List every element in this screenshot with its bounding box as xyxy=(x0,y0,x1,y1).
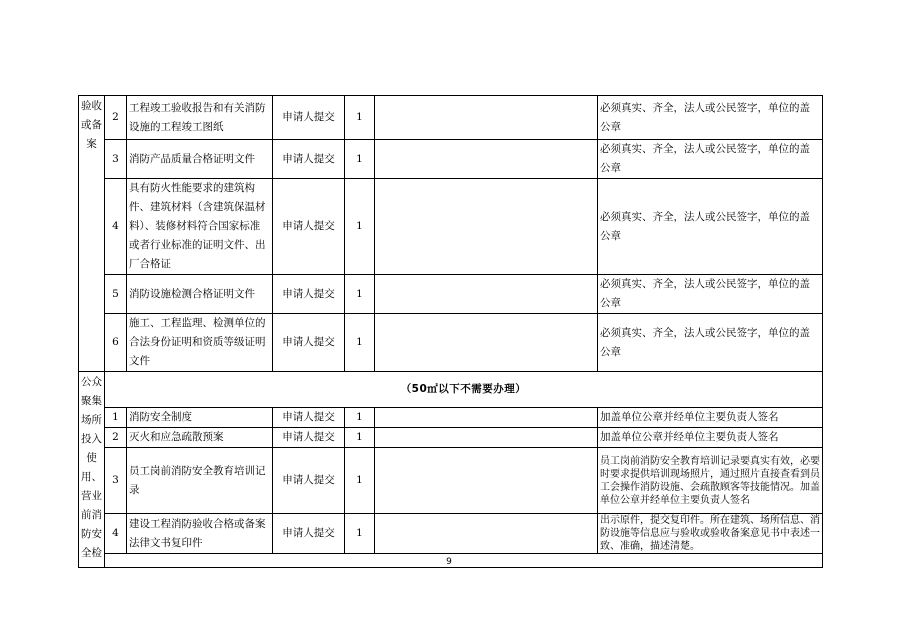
material-requirement: 必须真实、齐全，法人或公民签字，单位的盖公章 xyxy=(598,275,823,314)
row-number: 2 xyxy=(105,96,127,140)
material-requirement: 加盖单位公章并经单位主要负责人签名 xyxy=(598,408,823,428)
submission-source: 申请人提交 xyxy=(273,179,345,275)
row-number: 6 xyxy=(105,314,127,372)
submission-source: 申请人提交 xyxy=(273,408,345,428)
section-label-acceptance: 验收或备案 xyxy=(79,96,105,372)
row-number: 4 xyxy=(105,514,127,554)
copy-count: 1 xyxy=(345,140,375,179)
table-row xyxy=(79,448,823,514)
table-row xyxy=(79,408,823,428)
section-label-inspection: 公众聚集场所投入使用、营业前消防安全检 xyxy=(79,372,105,568)
row-number: 5 xyxy=(105,275,127,314)
row-number: 1 xyxy=(105,408,127,428)
copy-count: 1 xyxy=(345,179,375,275)
copy-count: 1 xyxy=(345,408,375,428)
copy-count: 1 xyxy=(345,428,375,448)
material-form xyxy=(375,140,598,179)
table-row xyxy=(79,314,823,372)
material-form xyxy=(375,448,598,514)
row-number: 3 xyxy=(105,140,127,179)
material-name: 消防产品质量合格证明文件 xyxy=(127,140,273,179)
row-number: 2 xyxy=(105,428,127,448)
material-form xyxy=(375,314,598,372)
submission-source: 申请人提交 xyxy=(273,428,345,448)
material-form xyxy=(375,514,598,554)
submission-source: 申请人提交 xyxy=(273,140,345,179)
material-name: 员工岗前消防安全教育培训记录 xyxy=(127,448,273,514)
row-number: 4 xyxy=(105,179,127,275)
material-name: 建设工程消防验收合格或备案法律文书复印件 xyxy=(127,514,273,554)
copy-count: 1 xyxy=(345,314,375,372)
table-row xyxy=(79,372,823,408)
material-form xyxy=(375,275,598,314)
table-row xyxy=(79,96,823,140)
table-row xyxy=(79,428,823,448)
copy-count: 1 xyxy=(345,96,375,140)
material-requirement: 必须真实、齐全，法人或公民签字，单位的盖公章 xyxy=(598,96,823,140)
material-form xyxy=(375,408,598,428)
table-row xyxy=(79,275,823,314)
material-requirement: 员工岗前消防安全教育培训记录要真实有效，必要时要求提供培训现场照片，通过照片直接查看到员工会操作消防设施、会疏散顾客等技能情况。加盖单位公章并经单位主要负责人签名 xyxy=(598,448,823,514)
material-requirement: 加盖单位公章并经单位主要负责人签名 xyxy=(598,428,823,448)
materials-table xyxy=(78,95,823,568)
submission-source: 申请人提交 xyxy=(273,275,345,314)
submission-source: 申请人提交 xyxy=(273,314,345,372)
material-requirement: 必须真实、齐全，法人或公民签字，单位的盖公章 xyxy=(598,179,823,275)
page-number: 9 xyxy=(446,557,452,567)
material-requirement: 必须真实、齐全，法人或公民签字，单位的盖公章 xyxy=(598,314,823,372)
section-banner: （50㎡以下不需要办理） xyxy=(105,372,823,408)
copy-count: 1 xyxy=(345,448,375,514)
row-number: 3 xyxy=(105,448,127,514)
submission-source: 申请人提交 xyxy=(273,514,345,554)
table-row xyxy=(79,514,823,554)
material-requirement: 出示原件，提交复印件。所在建筑、场所信息、消防设施等信息应与验收或验收备案意见书中表述一致、准确，描述清楚。 xyxy=(598,514,823,554)
material-name: 施工、工程监理、检测单位的合法身份证明和资质等级证明文件 xyxy=(127,314,273,372)
material-form xyxy=(375,428,598,448)
material-name: 具有防火性能要求的建筑构件、建筑材料（含建筑保温材料）、装修材料符合国家标准或者行业标准的证明文件、出厂合格证 xyxy=(127,179,273,275)
material-name: 工程竣工验收报告和有关消防设施的工程竣工图纸 xyxy=(127,96,273,140)
submission-source: 申请人提交 xyxy=(273,448,345,514)
table-row xyxy=(79,179,823,275)
material-form xyxy=(375,179,598,275)
material-name: 消防安全制度 xyxy=(127,408,273,428)
material-name: 灭火和应急疏散预案 xyxy=(127,428,273,448)
copy-count: 1 xyxy=(345,275,375,314)
material-requirement: 必须真实、齐全，法人或公民签字，单位的盖公章 xyxy=(598,140,823,179)
submission-source: 申请人提交 xyxy=(273,96,345,140)
material-name: 消防设施检测合格证明文件 xyxy=(127,275,273,314)
copy-count: 1 xyxy=(345,514,375,554)
material-form xyxy=(375,96,598,140)
table-row xyxy=(79,140,823,179)
